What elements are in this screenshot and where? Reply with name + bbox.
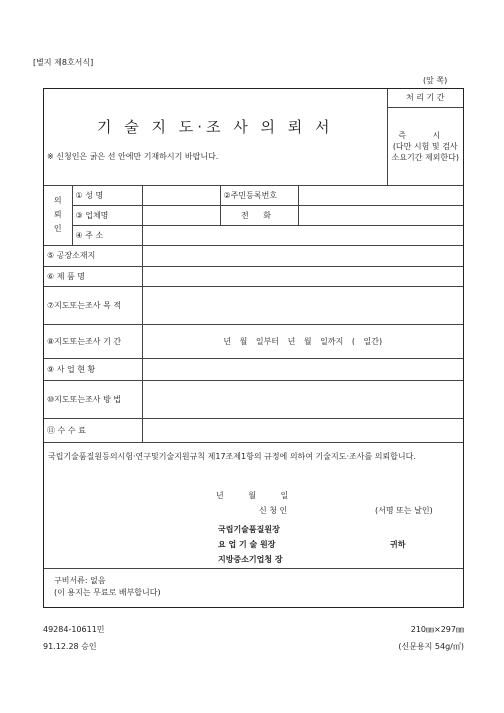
addressee-item: 지방중소기업청 장 bbox=[218, 554, 283, 564]
purpose-label: ⑦지도또는조사 목 적 bbox=[44, 286, 142, 324]
form-number-label: [별지 제8호서식] bbox=[33, 58, 94, 67]
free-distribution-note: (이 용지는 무료로 배부합니다) bbox=[54, 587, 161, 597]
addressee-suffix: 귀하 bbox=[390, 539, 406, 549]
period-label: ⑧지도또는조사 기 간 bbox=[44, 324, 142, 358]
paper-size: 210㎜×297㎜ bbox=[410, 625, 464, 634]
signature-note: (서명 또는 날인) bbox=[375, 505, 433, 515]
resident-number-label: ②주민등록번호 bbox=[220, 186, 298, 206]
purpose-input[interactable] bbox=[142, 286, 463, 324]
addressee-item: 요 업 기 술 원장 bbox=[218, 539, 276, 549]
attachments-text: 구비서류: 없음 bbox=[54, 575, 106, 585]
applicant-label: 의뢰인 bbox=[44, 186, 72, 246]
address-input[interactable] bbox=[142, 226, 463, 246]
factory-label: ⑤ 공장소재지 bbox=[44, 246, 142, 266]
method-input[interactable] bbox=[142, 380, 463, 418]
processing-header: 처 리 기 간 bbox=[387, 89, 463, 107]
date-line[interactable]: 년 월 일 bbox=[216, 490, 289, 500]
business-status-input[interactable] bbox=[142, 358, 463, 380]
product-label: ⑥ 제 품 명 bbox=[44, 266, 142, 286]
fee-label: ⑪ 수 수 료 bbox=[44, 418, 142, 442]
name-label: ① 성 명 bbox=[72, 186, 142, 206]
footer-right bbox=[374, 621, 464, 655]
statement-text: 국립기술품질원등의시험·연구및기술지원규칙 제17조제1항의 규정에 의하여 기술지도·조사를 의뢰합니다. bbox=[48, 451, 416, 461]
paper-type: (신문용지 54g/㎡) bbox=[398, 642, 464, 651]
method-label: ⑩지도또는조사 방 법 bbox=[44, 380, 142, 418]
footer-left bbox=[43, 621, 105, 655]
applicant-table bbox=[44, 186, 463, 247]
form-code: 49284-10611민 bbox=[43, 625, 105, 634]
attachments-block bbox=[44, 569, 463, 599]
resident-number-input[interactable] bbox=[298, 186, 463, 206]
product-input[interactable] bbox=[142, 266, 463, 286]
factory-input[interactable] bbox=[142, 246, 463, 266]
name-input[interactable] bbox=[142, 186, 220, 206]
addressee-list bbox=[218, 522, 283, 567]
business-status-label: ⑨ 사 업 현 황 bbox=[44, 358, 142, 380]
applicant-signature-label: 신 청 인 bbox=[259, 505, 288, 515]
addressee-item: 국립기술품질원장 bbox=[218, 524, 280, 534]
processing-condition: (다만 시험 및 검사소요기간 제외한다) bbox=[391, 141, 459, 162]
statement-block bbox=[44, 443, 463, 569]
approval-date: 91.12.28 승인 bbox=[43, 642, 97, 651]
period-value[interactable]: 년 월 일부터 년 월 일까지 ( 일간) bbox=[142, 324, 463, 358]
company-input[interactable] bbox=[142, 206, 220, 226]
company-label: ③ 업체명 bbox=[72, 206, 142, 226]
phone-input[interactable] bbox=[298, 206, 463, 226]
address-label: ④ 주 소 bbox=[72, 226, 142, 246]
application-form bbox=[43, 88, 464, 608]
form-title: 기 술 지 도·조 사 의 뢰 서 bbox=[96, 117, 334, 136]
instruction-note: ※ 신청인은 굵은 선 안에만 기재하시기 바랍니다. bbox=[47, 151, 219, 161]
page-side-label: (앞 쪽) bbox=[423, 76, 448, 85]
fee-input[interactable] bbox=[142, 418, 463, 442]
phone-label: 전 화 bbox=[220, 206, 298, 226]
header-table bbox=[44, 89, 463, 186]
processing-value: 즉 시 bbox=[398, 130, 453, 140]
detail-table bbox=[44, 246, 463, 443]
